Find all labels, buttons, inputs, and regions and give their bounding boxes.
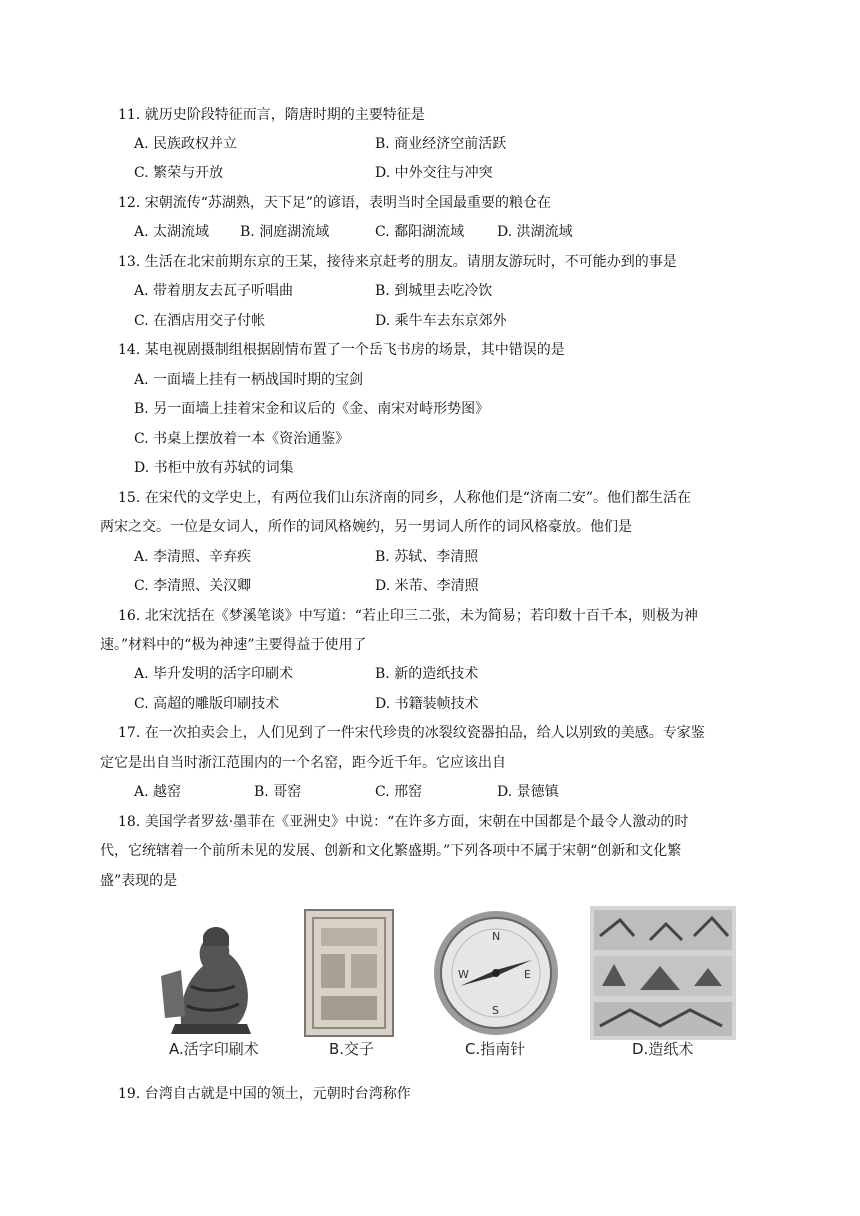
- compass-label-w: W: [458, 968, 469, 981]
- question-17-option-d: D. 景德镇: [497, 784, 559, 800]
- question-15-option-c: C. 李清照、关汉卿: [134, 578, 252, 594]
- question-17-option-c: C. 邢窑: [375, 784, 423, 800]
- question-11-option-a: A. 民族政权并立: [134, 136, 238, 152]
- question-18-stem-line3: 盛”表现的是: [100, 873, 178, 889]
- question-13-option-d: D. 乘牛车去东京郊外: [375, 313, 507, 329]
- question-15-option-a: A. 李清照、辛弃疾: [134, 549, 252, 565]
- question-15-stem-line2: 两宋之交。一位是女词人，所作的词风格婉约，另一男词人所作的词风格豪放。他们是: [100, 519, 632, 535]
- question-18-stem-line1: 18. 美国学者罗兹·墨菲在《亚洲史》中说：“在许多方面，宋朝在中国都是个最令人激动的时: [118, 814, 689, 830]
- caption-b: B.交子: [329, 1040, 375, 1058]
- question-16-option-b: B. 新的造纸技术: [375, 666, 479, 682]
- question-15-option-b: B. 苏轼、李清照: [375, 549, 479, 565]
- question-16-stem-line2: 速。”材料中的“极为神速”主要得益于使用了: [100, 637, 367, 653]
- papermaking-image: [590, 906, 736, 1040]
- question-13-option-c: C. 在酒店用交子付帐: [134, 313, 266, 329]
- question-14-option-d: D. 书柜中放有苏轼的词集: [134, 460, 294, 476]
- question-19-stem: 19. 台湾自古就是中国的领土，元朝时台湾称作: [118, 1086, 411, 1102]
- question-14-option-c: C. 书桌上摆放着一本《资治通鉴》: [134, 431, 350, 447]
- question-11-option-d: D. 中外交往与冲突: [375, 165, 493, 181]
- question-11-option-c: C. 繁荣与开放: [134, 165, 224, 181]
- compass-image: [430, 906, 562, 1040]
- question-13-option-a: A. 带着朋友去瓦子听唱曲: [134, 283, 294, 299]
- question-13-option-b: B. 到城里去吃冷饮: [375, 283, 493, 299]
- question-16-stem-line1: 16. 北宋沈括在《梦溪笔谈》中写道：“若止印三二张，未为简易；若印数十百千本，则极为神: [118, 608, 698, 624]
- question-14-stem: 14. 某电视剧摄制组根据剧情布置了一个岳飞书房的场景，其中错误的是: [118, 342, 565, 358]
- compass-label-e: E: [524, 968, 531, 981]
- question-17-stem-line2: 定它是出自当时浙江范围内的一个名窑，距今近千年。它应该出自: [100, 755, 506, 771]
- question-16-option-d: D. 书籍装帧技术: [375, 696, 479, 712]
- compass-label-n: N: [492, 930, 501, 943]
- question-12-option-a: A. 太湖流域: [134, 224, 210, 240]
- question-16-option-a: A. 毕升发明的活字印刷术: [134, 666, 294, 682]
- question-11-stem: 11. 就历史阶段特征而言，隋唐时期的主要特征是: [118, 107, 425, 123]
- compass-label-s: S: [492, 1004, 499, 1017]
- caption-c: C.指南针: [465, 1040, 526, 1058]
- question-17-option-a: A. 越窑: [134, 784, 182, 800]
- question-14-option-a: A. 一面墙上挂有一柄战国时期的宝剑: [134, 372, 364, 388]
- question-15-stem-line1: 15. 在宋代的文学史上，有两位我们山东济南的同乡，人称他们是“济南二安”。他们都生活在: [118, 490, 692, 506]
- question-12-option-c: C. 鄱阳湖流域: [375, 224, 465, 240]
- question-17-stem-line1: 17. 在一次拍卖会上，人们见到了一件宋代珍贵的冰裂纹瓷器拍品，给人以别致的美感。专家鉴: [118, 725, 705, 741]
- question-16-option-c: C. 高超的雕版印刷技术: [134, 696, 280, 712]
- question-12-option-d: D. 洪湖流域: [497, 224, 573, 240]
- question-18-stem-line2: 代，它统辖着一个前所未见的发展、创新和文化繁盛期。”下列各项中不属于宋朝“创新和文化繁: [100, 843, 682, 859]
- question-13-stem: 13. 生活在北宋前期东京的王某，接待来京赶考的朋友。请朋友游玩时，不可能办到的事是: [118, 254, 677, 270]
- question-12-option-b: B. 洞庭湖流域: [240, 224, 330, 240]
- question-14-option-b: B. 另一面墙上挂着宋金和议后的《金、南宋对峙形势图》: [134, 401, 490, 417]
- statue-image: [151, 906, 271, 1040]
- jiaozi-note-image: [303, 906, 395, 1040]
- caption-d: D.造纸术: [632, 1040, 694, 1058]
- question-15-option-d: D. 米芾、李清照: [375, 578, 479, 594]
- question-11-option-b: B. 商业经济空前活跃: [375, 136, 507, 152]
- question-12-stem: 12. 宋朝流传“苏湖熟，天下足”的谚语，表明当时全国最重要的粮仓在: [118, 195, 552, 211]
- question-18-figure: [143, 900, 741, 1080]
- question-17-option-b: B. 哥窑: [254, 784, 302, 800]
- caption-a: A.活字印刷术: [169, 1040, 259, 1058]
